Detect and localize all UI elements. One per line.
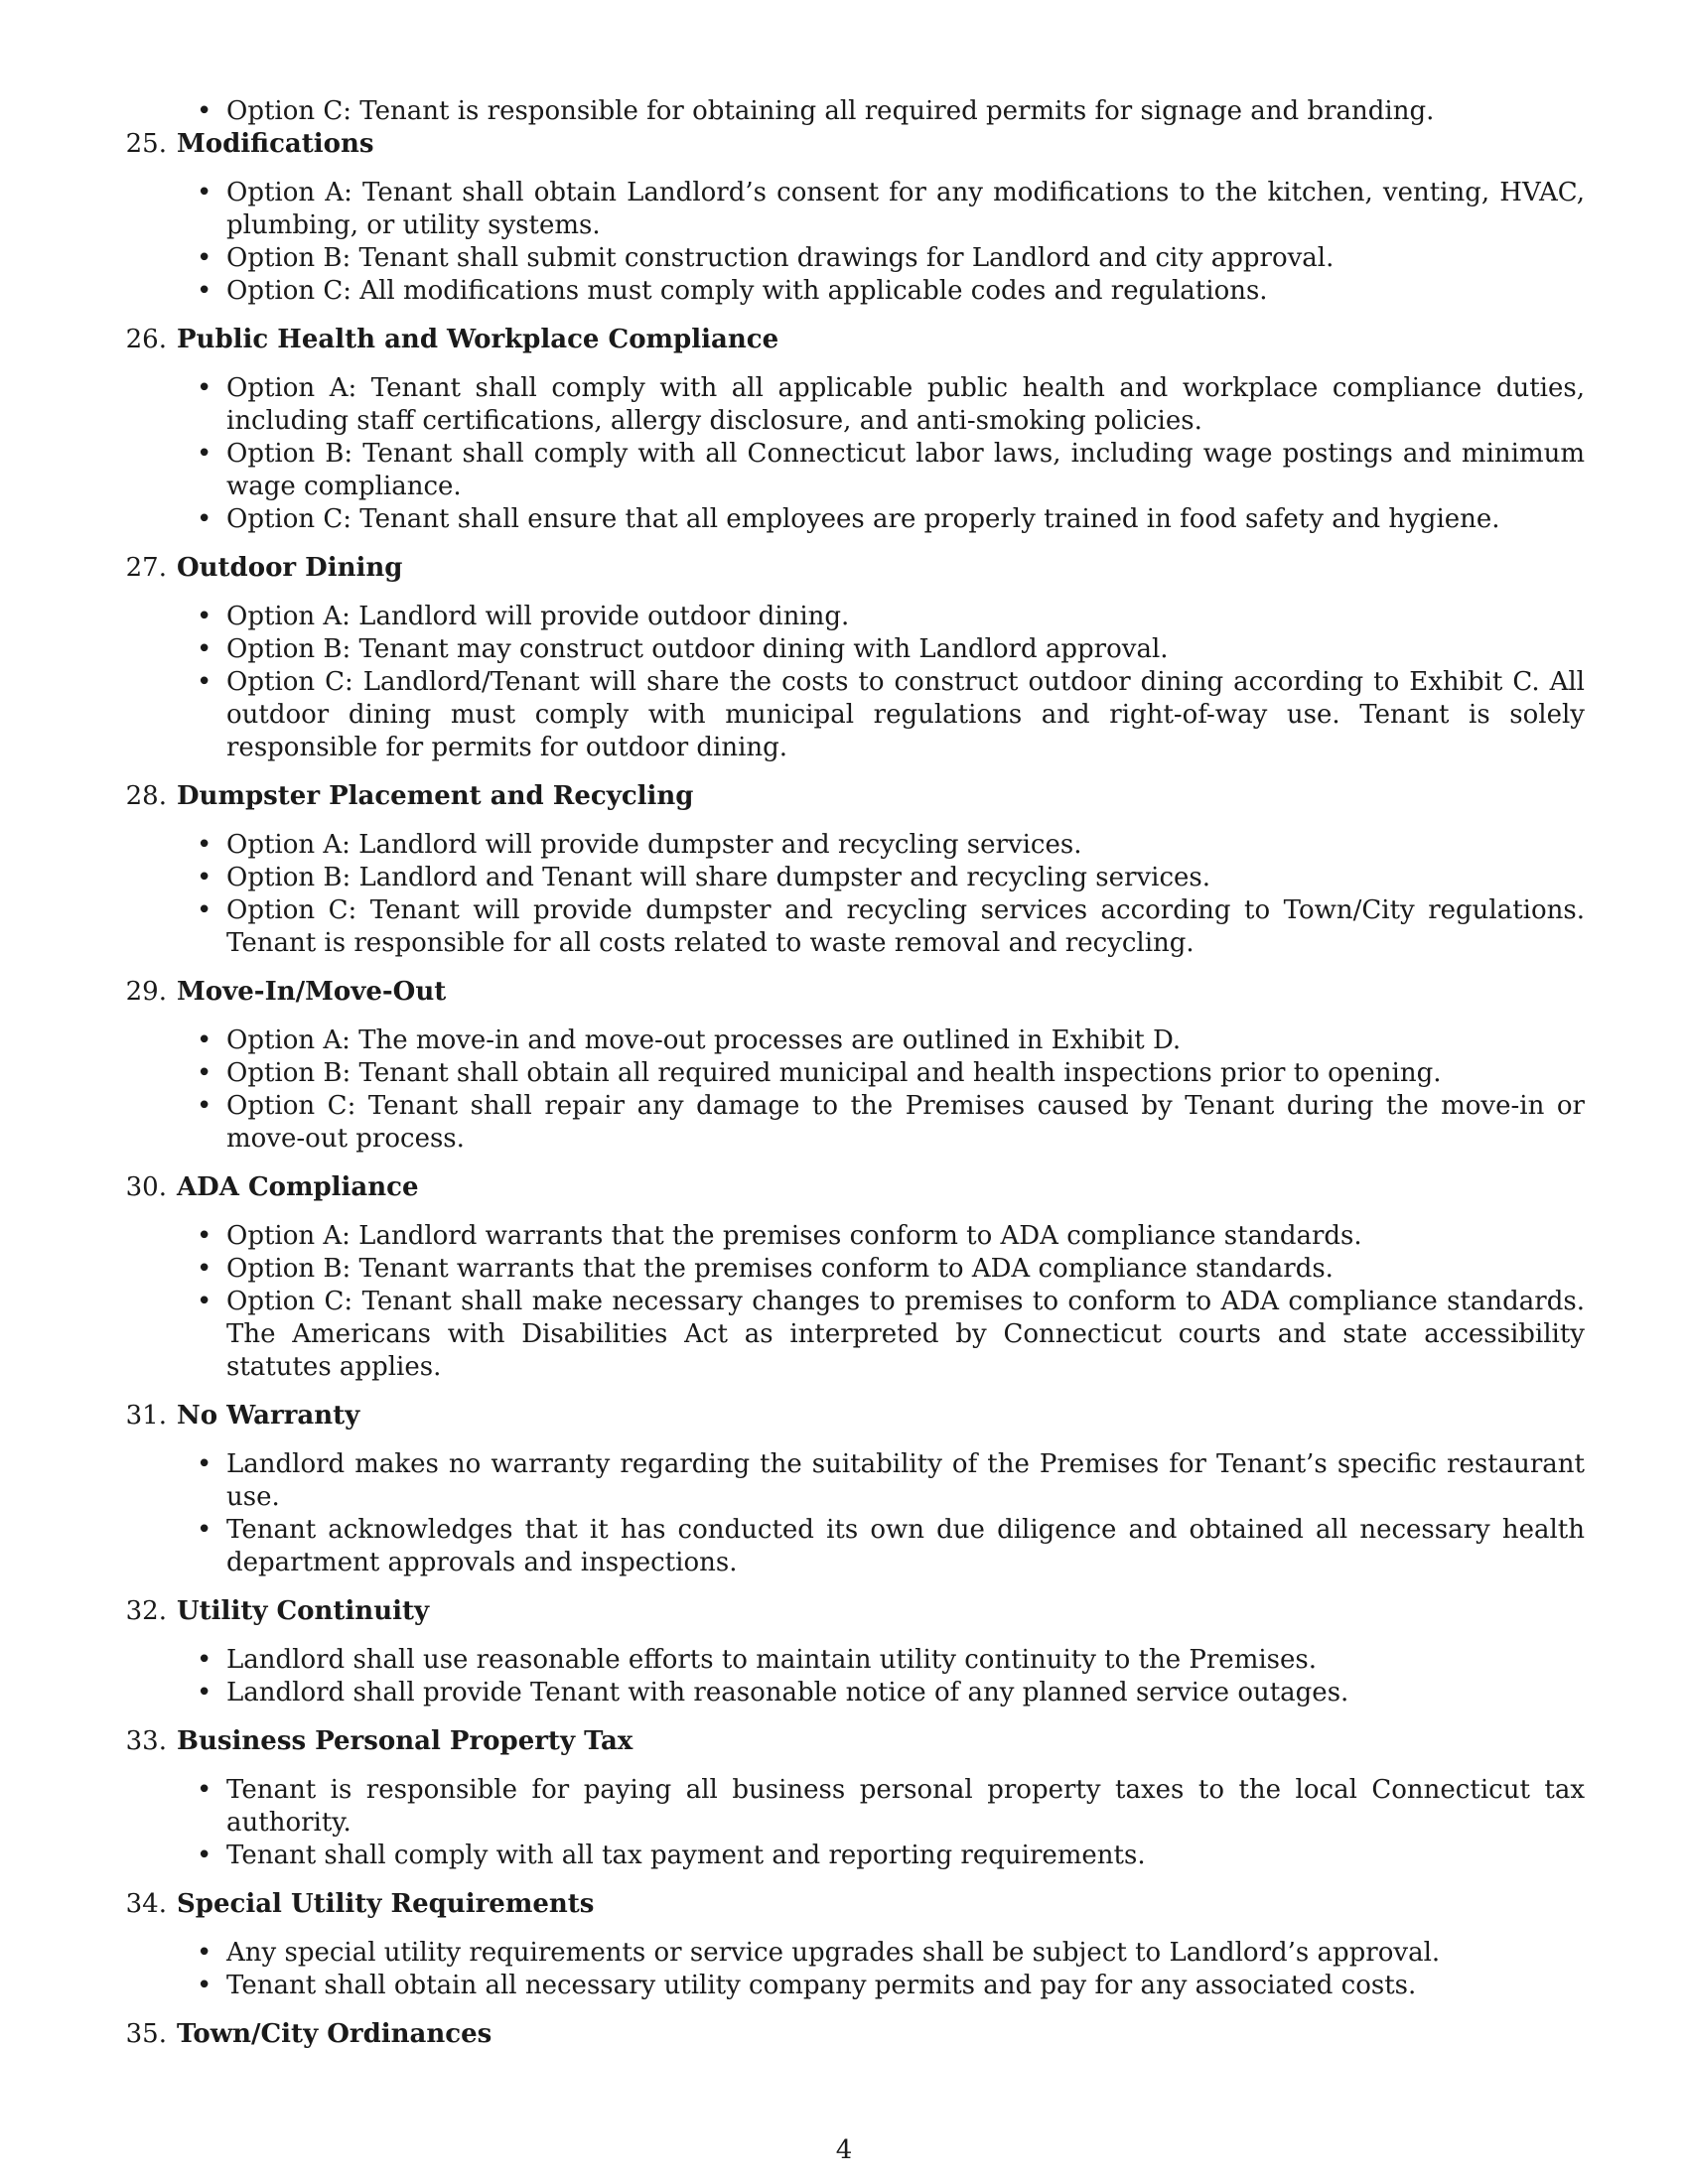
section-heading [117,976,1585,1009]
list-item: • Option A: The move-in and move-out processes are outlined in Exhibit D. [226,1024,1585,1057]
list-item: • Option A: Landlord will provide dumpster and recycling services. [226,829,1585,862]
section [117,2018,1585,2051]
list-item: • Option C: Tenant shall repair any damage to the Premises caused by Tenant during the move-in or move-out process. [226,1090,1585,1156]
bullet-list [117,1937,1585,2002]
section-number: 35. [125,2019,167,2049]
section-number: 26. [125,325,167,354]
list-item: • Tenant is responsible for paying all business personal property taxes to the local Connecticut tax authority. [226,1774,1585,1840]
section-title: Public Health and Workplace Compliance [177,325,779,354]
section [117,552,1585,764]
section [117,1888,1585,2002]
section-title: Outdoor Dining [177,553,403,583]
list-item: • Option C: Tenant shall make necessary changes to premises to conform to ADA compliance standards. The Americans with Disabilities Act as interpreted by Connecticut courts and state accessibility statutes applies. [226,1286,1585,1384]
section-number: 30. [125,1172,167,1202]
bullet-list [117,372,1585,536]
section-title: Modifications [177,129,374,159]
section [117,976,1585,1156]
list-item: • Option B: Tenant may construct outdoor dining with Landlord approval. [226,633,1585,666]
document-body [117,95,1585,2067]
numbered-sections [117,128,1585,2051]
bullet-list [117,1448,1585,1579]
section-title: Special Utility Requirements [177,1889,595,1919]
bullet-list [117,829,1585,960]
list-item: • Landlord shall use reasonable efforts to maintain utility continuity to the Premises. [226,1644,1585,1677]
list-item: • Landlord shall provide Tenant with reasonable notice of any planned service outages. [226,1677,1585,1709]
list-item: • Option C: Tenant shall ensure that all employees are properly trained in food safety and hygiene. [226,503,1585,536]
list-item: • Any special utility requirements or service upgrades shall be subject to Landlord’s approval. [226,1937,1585,1970]
section-title: Utility Continuity [177,1596,430,1626]
section-heading [117,1888,1585,1921]
section-title: Town/City Ordinances [177,2019,492,2049]
section-heading [117,324,1585,356]
section-title: Dumpster Placement and Recycling [177,781,694,811]
section-number: 32. [125,1596,167,1626]
bullet-list [117,1024,1585,1156]
section-heading [117,1171,1585,1204]
section [117,324,1585,536]
section-heading [117,1595,1585,1628]
bullet-list [117,177,1585,308]
section [117,1400,1585,1579]
list-item: • Option B: Tenant warrants that the premises conform to ADA compliance standards. [226,1253,1585,1286]
section-heading [117,1725,1585,1758]
continued-bullet-list [117,95,1585,128]
list-item: • Option A: Tenant shall obtain Landlord’s consent for any modifications to the kitchen, venting, HVAC, plumbing, or utility systems. [226,177,1585,242]
section-number: 33. [125,1726,167,1756]
list-item: • Option C: Landlord/Tenant will share the costs to construct outdoor dining according to Exhibit C. All outdoor dining must comply with municipal regulations and right-of-way use. Tenant is solely responsible for permits for outdoor dining. [226,666,1585,764]
list-item: • Option B: Tenant shall submit construction drawings for Landlord and city approval. [226,242,1585,275]
section [117,780,1585,960]
list-item: • Option B: Tenant shall comply with all Connecticut labor laws, including wage postings and minimum wage compliance. [226,438,1585,503]
list-item: • Tenant acknowledges that it has conducted its own due diligence and obtained all necessary health department approvals and inspections. [226,1514,1585,1579]
list-item: • Landlord makes no warranty regarding the suitability of the Premises for Tenant’s specific restaurant use. [226,1448,1585,1514]
bullet-list [117,1220,1585,1384]
section-title: ADA Compliance [177,1172,419,1202]
section-number: 34. [125,1889,167,1919]
list-item: • Option B: Tenant shall obtain all required municipal and health inspections prior to opening. [226,1057,1585,1090]
list-item: • Tenant shall comply with all tax payment and reporting requirements. [226,1840,1585,1872]
section [117,1725,1585,1872]
bullet-list [117,1774,1585,1872]
page-number: 4 [835,2135,853,2165]
section [117,1171,1585,1384]
list-item: • Option C: All modifications must comply with applicable codes and regulations. [226,275,1585,308]
section-number: 27. [125,553,167,583]
section [117,128,1585,308]
list-item: • Option C: Tenant will provide dumpster and recycling services according to Town/City regulations. Tenant is responsible for all costs related to waste removal and recycling. [226,894,1585,960]
section-heading [117,1400,1585,1433]
section-number: 31. [125,1401,167,1431]
list-item: • Option B: Landlord and Tenant will share dumpster and recycling services. [226,862,1585,894]
section-heading [117,552,1585,585]
list-item: • Option A: Tenant shall comply with all applicable public health and workplace compliance duties, including staff certifications, allergy disclosure, and anti-smoking policies. [226,372,1585,438]
section-heading [117,780,1585,813]
section-heading [117,2018,1585,2051]
list-item: • Tenant shall obtain all necessary utility company permits and pay for any associated costs. [226,1970,1585,2002]
bullet-list [117,1644,1585,1709]
list-item: • Option A: Landlord will provide outdoor dining. [226,601,1585,633]
section [117,1595,1585,1709]
list-item: • Option A: Landlord warrants that the premises conform to ADA compliance standards. [226,1220,1585,1253]
bullet-list [117,601,1585,764]
section-title: Move-In/Move-Out [177,977,447,1007]
section-number: 25. [125,129,167,159]
section-number: 28. [125,781,167,811]
section-number: 29. [125,977,167,1007]
list-item: • Option C: Tenant is responsible for obtaining all required permits for signage and branding. [226,95,1585,128]
section-heading [117,128,1585,161]
section-title: Business Personal Property Tax [177,1726,633,1756]
section-title: No Warranty [177,1401,360,1431]
